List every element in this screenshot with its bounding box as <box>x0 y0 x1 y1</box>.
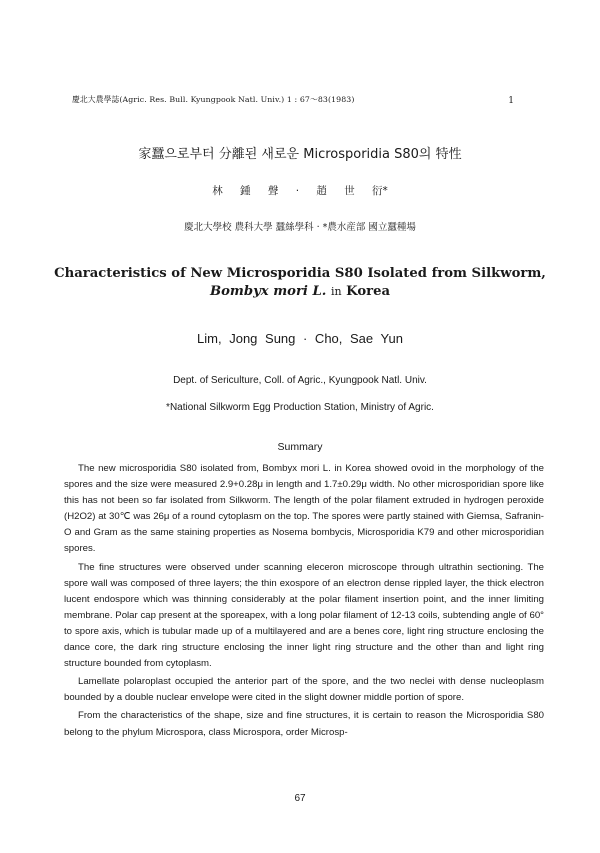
summary-body <box>64 461 544 743</box>
summary-heading: Summary <box>277 441 323 453</box>
english-title-line1: Characteristics of New Microsporidia S80 Isolated from Silkworm, <box>54 266 546 281</box>
summary-paragraph: From the characteristics of the shape, size and fine structures, it is certain to reason the Microsporidia S80 belong to the phylum Microspora, class Microspora, order Microsp- <box>64 710 544 738</box>
korean-authors: 林 鍾 聲 · 趙 世 衍* <box>212 185 388 197</box>
english-authors: Lim, Jong Sung · Cho, Sae Yun <box>197 331 403 346</box>
running-head: 慶北大農學誌(Agric. Res. Bull. Kyungpook Natl. Univ.) 1 : 67～83(1983) <box>72 95 355 104</box>
english-title-line2 <box>0 283 600 301</box>
english-affiliation-1: Dept. of Sericulture, Coll. of Agric., Kyungpook Natl. Univ. <box>173 375 427 386</box>
korean-affiliation: 慶北大學校 農科大學 蠶絲學科 · *農水産部 國立蠶種場 <box>184 222 416 233</box>
english-title <box>0 265 600 301</box>
page-number-bottom: 67 <box>294 793 306 804</box>
english-affiliation-2: *National Silkworm Egg Production Station, Ministry of Agric. <box>166 402 434 413</box>
summary-paragraph: The new microsporidia S80 isolated from, Bombyx mori L. in Korea showed ovoid in the morphology of the spores and the size were measured 2.9+0.28μ in length and 1.7±0.29μ width. No other microsporidian spore like this has not been so far isolated from Silkworm. The length of the polar filament extruded in hydrogen peroxide (H2O2) at 30℃ was 26μ of a round cytoplasm on the top. The spores were partly stained with Giemsa, Safranin-O and Gram as the same staining properties as Nosema bombycis, Microsporidia K79 and other microsporidian spores. <box>64 463 544 555</box>
english-title-species: Bombyx mori L. <box>209 284 327 299</box>
summary-paragraph: The fine structures were observed under scanning eleceron microscope through ultrathin sectioning. The spore wall was composed of three layers; the thin exospore of an electron dense rippled layer, the thick electron lucent endospore which was thinning considerably at the polar filament insertion point, and the inner limiting membrane. Polar cap present at the sporeapex, with a long polar filament of 12-13 coils, subtending angle of 60° to spore axis, which is tubular made up of a multilayered and are a benes core, light ring structure enclosing the dance core, the dark ring structure enclosing the inner light ring structure and the other than and light ring structure bounded from cytoplasm. <box>64 561 544 670</box>
summary-paragraph: Lamellate polaroplast occupied the anterior part of the spore, and the two neclei with dense nucleoplasm bounded by a double nuclear envelope were cited in the slight downer middle portion of spore. <box>64 676 544 704</box>
page-number-top: 1 <box>508 96 514 106</box>
english-title-korea: Korea <box>346 284 391 299</box>
english-title-in: in <box>330 285 342 298</box>
korean-title: 家蠶으로부터 分離된 새로운 Microsporidia S80의 特性 <box>138 147 462 162</box>
